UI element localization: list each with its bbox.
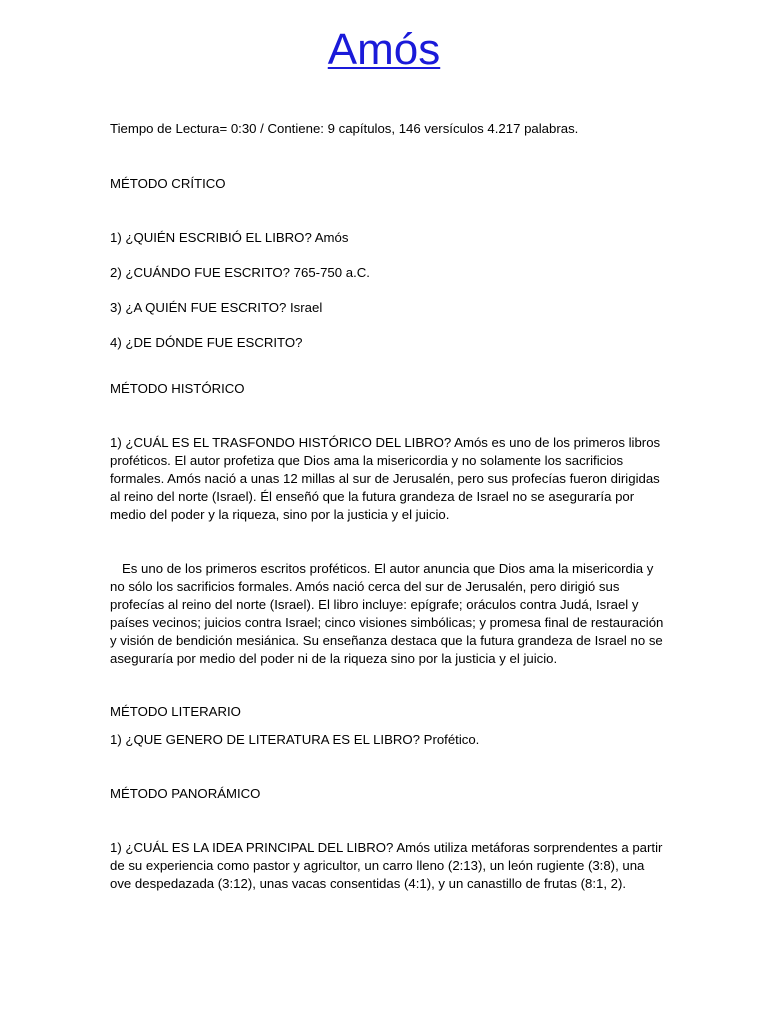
panoramic-method-heading: MÉTODO PANORÁMICO	[110, 786, 261, 801]
critical-question-3: 3) ¿A QUIÉN FUE ESCRITO? Israel	[110, 300, 323, 315]
panoramic-question-1: 1) ¿CUÁL ES LA IDEA PRINCIPAL DEL LIBRO? Amós utiliza metáforas sorprendentes a partir de su experiencia como pastor y agricultor, un carro lleno (2:13), un león rugiente (3:8), una ove despedazada (3:12), unas vacas consentidas (4:1), y un canastillo de frutas (8:1, 2).	[110, 840, 663, 891]
critical-question-1: 1) ¿QUIÉN ESCRIBIÓ EL LIBRO? Amós	[110, 230, 349, 245]
historical-extra-paragraph: Es uno de los primeros escritos proféticos. El autor anuncia que Dios ama la misericordia y no sólo los sacrificios formales. Amós nació cerca del sur de Jerusalén, pero dirigió sus profecías al reino del norte (Israel). El libro incluye: epígrafe; oráculos contra Judá, Israel y países vecinos; juicios contra Israel; cinco visiones simbólicas; y promesa final de restauración y visión de bendición mesiánica. Su enseñanza destaca que la futura grandeza de Israel no se aseguraría por medio del poder ni de la riqueza sino por la justicia y el juicio.	[110, 561, 664, 666]
literary-method-heading: MÉTODO LITERARIO	[110, 704, 241, 719]
reading-info: Tiempo de Lectura= 0:30 / Contiene: 9 capítulos, 146 versículos 4.217 palabras.	[110, 121, 579, 136]
critical-method-heading: MÉTODO CRÍTICO	[110, 176, 226, 191]
literary-question-1: 1) ¿QUE GENERO DE LITERATURA ES EL LIBRO? Profético.	[110, 732, 480, 747]
historical-method-heading: MÉTODO HISTÓRICO	[110, 381, 245, 396]
critical-question-2: 2) ¿CUÁNDO FUE ESCRITO? 765-750 a.C.	[110, 265, 370, 280]
page-title	[0, 22, 768, 78]
critical-question-4: 4) ¿DE DÓNDE FUE ESCRITO?	[110, 335, 303, 350]
title-link[interactable]: Amós	[327, 25, 441, 74]
historical-question-1: 1) ¿CUÁL ES EL TRASFONDO HISTÓRICO DEL LIBRO? Amós es uno de los primeros libros proféticos. El autor profetiza que Dios ama la misericordia y no solamente los sacrificios formales. Amós nació a unas 12 millas al sur de Jerusalén, pero sus profecías fueron dirigidas al reino del norte (Israel). Él enseñó que la futura grandeza de Israel no se aseguraría por medio del poder y la riqueza, sino por la justicia y el juicio.	[110, 435, 661, 522]
